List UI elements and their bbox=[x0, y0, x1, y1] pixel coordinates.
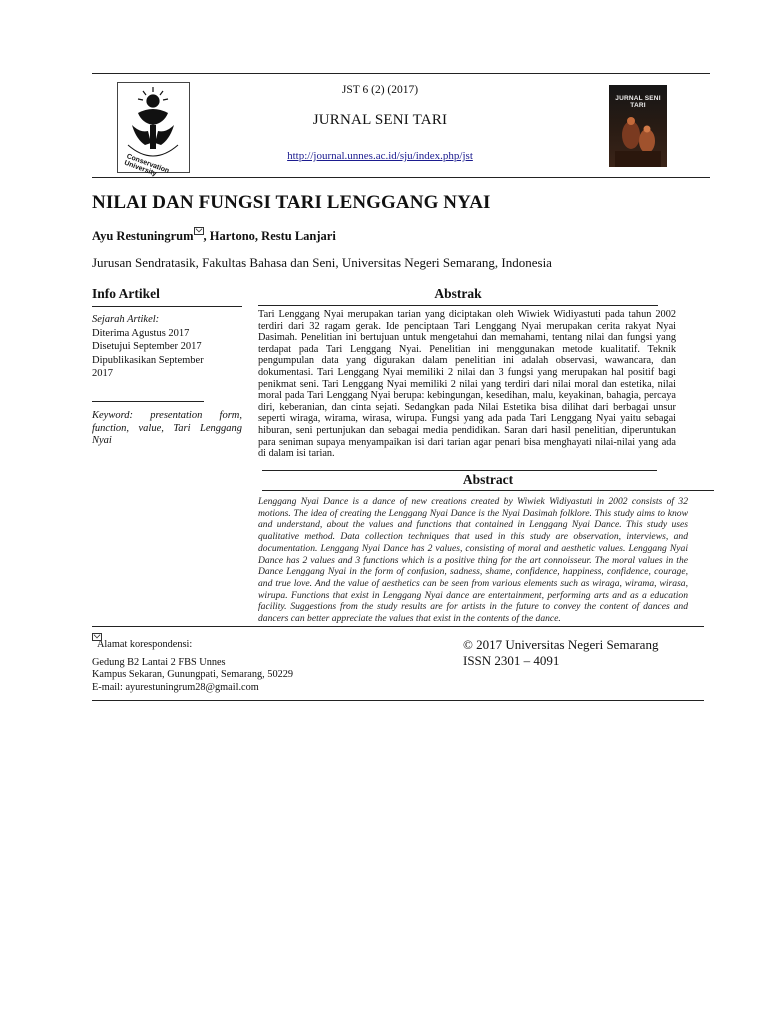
abstrak-rule bbox=[258, 305, 658, 306]
abstrak-heading: Abstrak bbox=[434, 286, 482, 301]
info-heading: Info Artikel bbox=[92, 286, 160, 301]
journal-issue: JST 6 (2) (2017) bbox=[341, 84, 419, 96]
university-logo bbox=[117, 82, 190, 178]
journal-cover-image bbox=[609, 85, 667, 167]
keywords: Keyword: presentation form, function, value, Tari Lenggang Nyai bbox=[92, 410, 242, 446]
copyright-line: © 2017 Universitas Negeri Semarang bbox=[463, 637, 659, 652]
correspondence-line2: Kampus Sekaran, Gunungpati, Semarang, 50229 bbox=[92, 669, 294, 681]
published-date-1: Dipublikasikan September bbox=[92, 354, 204, 366]
affiliation: Jurusan Sendratasik, Fakultas Bahasa dan Seni, Universitas Negeri Semarang, Indonesia bbox=[92, 255, 552, 270]
abstract-text: Lenggang Nyai Dance is a dance of new creations created by Wiwiek Widiyastuti in 2002 consists of 32 motions. The idea of creating the Lenggang Nyai Dance is the Nyai Dasimah folklore. This study aims to know and understand, about the values and functions that contained in Lenggang Nyai Dance. This study uses qualitative method. Data collection techniques that used in this study are observation, interviews, and documentation. Lenggang Nyai Dance has 2 values, consisting of moral and aesthetic values. Lenggang Nyai Dance has 2 values and 3 functions which is a positive thing for the art connoisseur. The moral values in the Dance Lenggang Nyai in the form of confusion, sadness, shame, confidence, happiness, confidence, courage, and true love. And the value of aesthetics can be seen from various elements such as wiraga, wirama, wirasa, wirupa. Functions that exist in Lenggang Nyai dance are entertainment, performing arts and as a education facility. Suggestions from the study results are for artists in the future to convey the content of dances and dancers can better appreciate the values that exist in the contents of the dance. bbox=[258, 496, 688, 625]
correspondence-email: E-mail: ayurestuningrum28@gmail.com bbox=[92, 682, 259, 694]
article-title: NILAI DAN FUNGSI TARI LENGGANG NYAI bbox=[92, 192, 491, 213]
history-label: Sejarah Artikel: bbox=[92, 314, 160, 325]
abstrak-text: Tari Lenggang Nyai merupakan tarian yang diciptakan oleh Wiwiek Widiyastuti pada tahun 2002 terdiri dari 32 ragam gerak. Ide penciptaan Tari Lenggang Nyai merupakan cerita rakyat Nyai Dasimah. Penelitian ini bertujuan untuk mengetahui dan memahami, tentang nilai dan fungsi yang terdapat pada Tari Lenggang Nyai. Penelitian ini menggunakan metode kualitatif. Teknik pengumpulan data yang digurakan dalam penelitian ini adalah observasi, wawancara, dan dokumentasi. Tari Lenggang Nyai memiliki 2 nilai dan 3 fungsi yang merupakan hal positif bagi penikmat seni. Tari Lenggang Nyai memiliki 2 nilai yang terdiri dari nilai moral dan estetika, nilai moral pada Tari Lenggang Nyai berupa: kebingungan, kesedihan, malu, keyakinan, bahagia, percaya diri, keberanian, dan cinta sejati. Sedangkan pada Nilai Estetika bisa dilihat dari berbagai unsur seperti wiraga, wirama, wirasa, wirupa. Fungsi yang ada pada Tari Lenggang Nyai yaitu sebagai hiburan, seni pertunjukan dan sebagai media pendidikan. Saran dari hasil penelitian, diperuntukan para seniman supaya menyampaikan isi dari tarian agar penari bisa menghayati nilai-nilai yang ada di dalam isi tarian. bbox=[258, 309, 676, 460]
logo-text: Conservation University bbox=[123, 153, 171, 178]
dancer-photo-icon bbox=[609, 107, 667, 167]
author-main: Ayu Restuningrum bbox=[92, 229, 194, 244]
mail-icon bbox=[194, 227, 204, 235]
authors-rest: , Hartono, Restu Lanjari bbox=[203, 229, 336, 244]
abstract-top-rule bbox=[262, 470, 657, 471]
abstract-rule bbox=[262, 490, 714, 491]
info-rule bbox=[92, 306, 242, 307]
article-history bbox=[92, 313, 242, 381]
footer-top-rule bbox=[92, 626, 704, 627]
copyright-block bbox=[463, 637, 713, 669]
authors bbox=[92, 227, 692, 244]
correspondence bbox=[92, 633, 452, 695]
header-top-rule bbox=[92, 73, 710, 74]
header-bottom-rule bbox=[92, 177, 710, 178]
correspondence-line1: Gedung B2 Lantai 2 FBS Unnes bbox=[92, 656, 226, 668]
approved-date: Disetujui September 2017 bbox=[92, 341, 202, 352]
abstract-heading: Abstract bbox=[462, 472, 514, 487]
journal-url-link[interactable]: http://journal.unnes.ac.id/sju/index.php/jst bbox=[287, 150, 473, 162]
cover-title: JURNAL SENI TARI bbox=[615, 95, 661, 109]
keyword-rule bbox=[92, 401, 204, 402]
correspondence-mail-icon bbox=[92, 633, 102, 641]
received-date: Diterima Agustus 2017 bbox=[92, 327, 190, 339]
correspondence-label: Alamat korespondensi: bbox=[97, 639, 193, 650]
journal-name: JURNAL SENI TARI bbox=[312, 112, 448, 128]
issn-line: ISSN 2301 – 4091 bbox=[463, 653, 560, 668]
footer-bottom-rule bbox=[92, 700, 704, 701]
published-date-2: 2017 bbox=[92, 368, 113, 379]
